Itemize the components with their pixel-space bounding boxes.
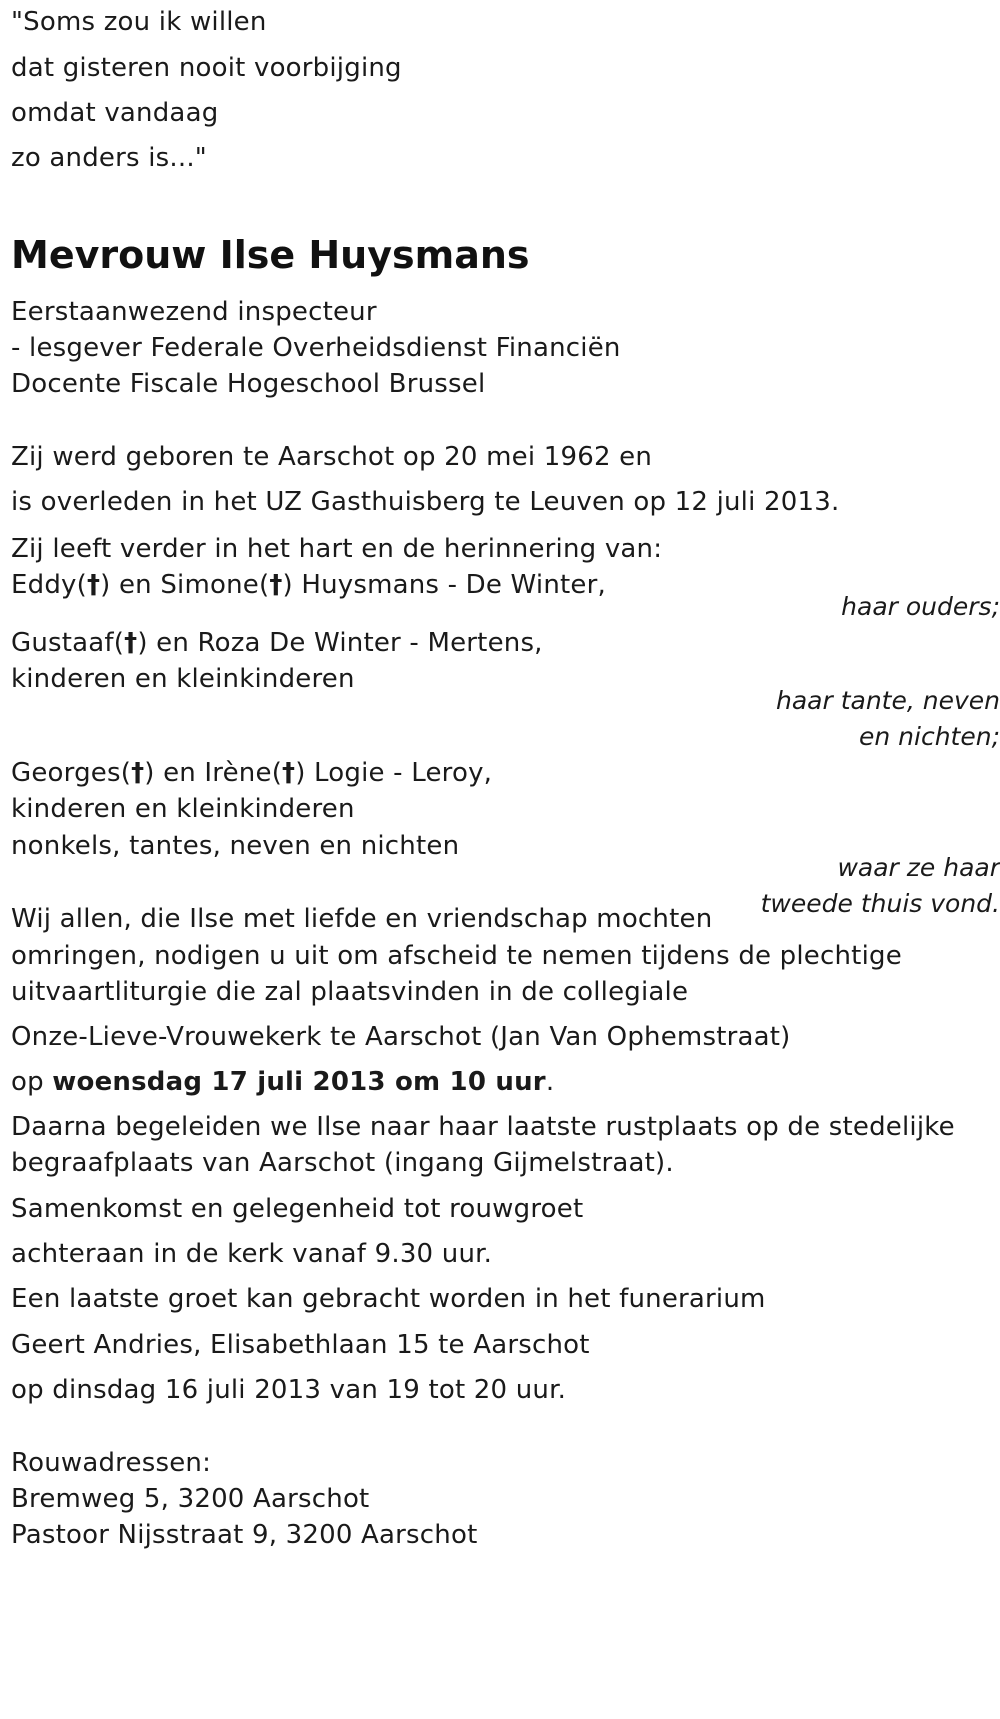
relation-label: haar ouders; <box>841 592 1000 621</box>
cross-icon: † <box>131 758 145 788</box>
second-home-line: Georges(†) en Irène(†) Logie - Leroy, <box>11 758 493 788</box>
invitation-line: uitvaartliturgie die zal plaatsvinden in de collegiale <box>11 977 689 1007</box>
relation-label: waar ze haar <box>837 853 1000 882</box>
cross-icon: † <box>282 758 296 788</box>
invitation-line: omringen, nodigen u uit om afscheid te nemen tijdens de plechtige <box>11 941 902 971</box>
parent-name: Eddy <box>11 570 77 600</box>
profession-line: Eerstaanwezend inspecteur <box>11 297 377 327</box>
funeral-date-line: op woensdag 17 juli 2013 om 10 uur. <box>11 1067 555 1097</box>
second-home-relatives-line: nonkels, tantes, neven en nichten <box>11 831 460 861</box>
relation-label: haar tante, neven <box>776 686 1000 715</box>
address-line: Bremweg 5, 3200 Aarschot <box>11 1484 370 1514</box>
funeral-date: woensdag 17 juli 2013 om 10 uur <box>52 1067 546 1097</box>
parents-surname: Huysmans - De Winter, <box>292 570 606 600</box>
visitation-date: op dinsdag 16 juli 2013 van 19 tot 20 uur. <box>11 1375 567 1405</box>
cross-icon: † <box>124 628 138 658</box>
burial-line: begraafplaats van Aarschot (ingang Gijmelstraat). <box>11 1148 674 1178</box>
church-line: Onze-Lieve-Vrouwekerk te Aarschot (Jan Van Ophemstraat) <box>11 1022 791 1052</box>
quote-line: "Soms zou ik willen <box>11 7 267 37</box>
aunt-line: Gustaaf(†) en Roza De Winter - Mertens, <box>11 628 543 658</box>
quote-line: zo anders is..." <box>11 143 207 173</box>
quote-line: dat gisteren nooit voorbijging <box>11 53 402 83</box>
burial-line: Daarna begeleiden we Ilse naar haar laatste rustplaats op de stedelijke <box>11 1112 955 1142</box>
parents-line: Eddy(†) en Simone(†) Huysmans - De Winter, <box>11 570 606 600</box>
quote-line: omdat vandaag <box>11 98 219 128</box>
parent-name: en Simone <box>110 570 259 600</box>
relation-label: en nichten; <box>858 722 1000 751</box>
addresses-heading: Rouwadressen: <box>11 1448 212 1478</box>
birth-line: Zij werd geboren te Aarschot op 20 mei 1962 en <box>11 442 653 472</box>
second-home-children-line: kinderen en kleinkinderen <box>11 794 355 824</box>
aunt-children-line: kinderen en kleinkinderen <box>11 664 355 694</box>
invitation-line: Wij allen, die Ilse met liefde en vriendschap mochten <box>11 904 713 934</box>
condolence-line: Samenkomst en gelegenheid tot rouwgroet <box>11 1194 584 1224</box>
condolence-line: achteraan in de kerk vanaf 9.30 uur. <box>11 1239 493 1269</box>
relation-label: tweede thuis vond. <box>760 889 1000 918</box>
address-line: Pastoor Nijsstraat 9, 3200 Aarschot <box>11 1520 478 1550</box>
profession-line: Docente Fiscale Hogeschool Brussel <box>11 369 486 399</box>
funerarium-line: Een laatste groet kan gebracht worden in het funerarium <box>11 1284 766 1314</box>
death-line: is overleden in het UZ Gasthuisberg te Leuven op 12 juli 2013. <box>11 487 840 517</box>
deceased-name: Mevrouw Ilse Huysmans <box>11 233 530 277</box>
funerarium-address: Geert Andries, Elisabethlaan 15 te Aarschot <box>11 1330 590 1360</box>
cross-icon: † <box>86 570 101 600</box>
memory-line: Zij leeft verder in het hart en de herinnering van: <box>11 534 663 564</box>
cross-icon: † <box>269 570 283 600</box>
profession-line: - lesgever Federale Overheidsdienst Financiën <box>11 333 621 363</box>
